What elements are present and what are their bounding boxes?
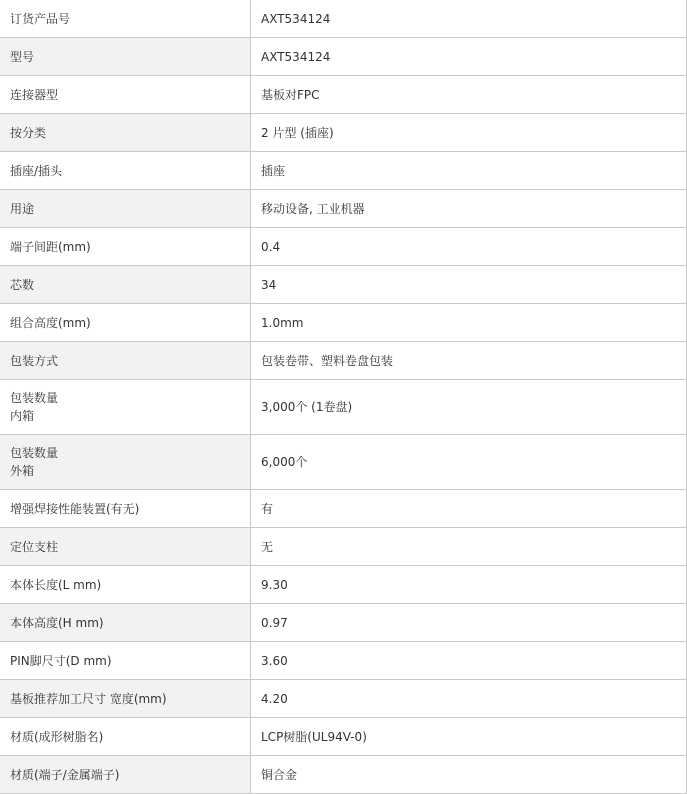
spec-row	[0, 435, 687, 490]
spec-row	[0, 490, 687, 528]
spec-row	[0, 680, 687, 718]
spec-row	[0, 642, 687, 680]
spec-label-cell	[0, 756, 251, 794]
spec-label-cell	[0, 152, 251, 190]
spec-value: 4.20	[251, 680, 687, 718]
spec-value: 34	[251, 266, 687, 304]
spec-row	[0, 266, 687, 304]
spec-value: 0.97	[251, 604, 687, 642]
spec-label-cell	[0, 380, 251, 435]
spec-label: 本体高度(H mm)	[10, 615, 104, 630]
spec-row	[0, 114, 687, 152]
spec-row	[0, 528, 687, 566]
spec-label-cell	[0, 190, 251, 228]
spec-row	[0, 76, 687, 114]
spec-label: 芯数	[10, 277, 35, 292]
spec-value: 包装卷带、塑料卷盘包装	[251, 342, 687, 380]
spec-label: 增强焊接性能装置(有无)	[10, 501, 140, 516]
spec-label-cell	[0, 342, 251, 380]
spec-value: 有	[251, 490, 687, 528]
spec-value: 6,000个	[251, 435, 687, 490]
spec-label-cell	[0, 0, 251, 38]
spec-label: 内箱	[10, 409, 35, 423]
spec-row	[0, 0, 687, 38]
spec-value: 0.4	[251, 228, 687, 266]
spec-label-cell	[0, 228, 251, 266]
spec-label: 型号	[10, 49, 35, 64]
spec-value: AXT534124	[251, 0, 687, 38]
spec-value: 3.60	[251, 642, 687, 680]
spec-label: 连接器型	[10, 87, 59, 102]
spec-label-cell	[0, 680, 251, 718]
spec-row	[0, 380, 687, 435]
spec-label-cell	[0, 266, 251, 304]
spec-value: 3,000个 (1卷盘)	[251, 380, 687, 435]
spec-value: 移动设备, 工业机器	[251, 190, 687, 228]
spec-label: PIN脚尺寸(D mm)	[10, 653, 112, 668]
spec-value: 插座	[251, 152, 687, 190]
spec-label-cell	[0, 435, 251, 490]
spec-value: 铜合金	[251, 756, 687, 794]
spec-row	[0, 756, 687, 794]
spec-label: 包装数量	[10, 391, 59, 405]
spec-label-cell	[0, 490, 251, 528]
spec-label: 外箱	[10, 464, 35, 478]
spec-row	[0, 228, 687, 266]
spec-label: 本体长度(L mm)	[10, 577, 102, 592]
spec-row	[0, 566, 687, 604]
spec-label: 订货产品号	[10, 11, 71, 26]
spec-label-cell	[0, 114, 251, 152]
spec-label: 材质(端子/金属端子)	[10, 767, 120, 782]
spec-value: 1.0mm	[251, 304, 687, 342]
spec-label: 按分类	[10, 125, 47, 140]
spec-label: 组合高度(mm)	[10, 315, 91, 330]
spec-row	[0, 342, 687, 380]
spec-label: 材质(成形树脂名)	[10, 729, 104, 744]
spec-row	[0, 152, 687, 190]
spec-row	[0, 38, 687, 76]
spec-label-cell	[0, 604, 251, 642]
spec-label: 包装方式	[10, 353, 59, 368]
spec-label-cell	[0, 304, 251, 342]
spec-label: 包装数量	[10, 446, 59, 460]
spec-label-cell	[0, 38, 251, 76]
spec-value: LCP树脂(UL94V-0)	[251, 718, 687, 756]
spec-value: 2 片型 (插座)	[251, 114, 687, 152]
spec-row	[0, 304, 687, 342]
spec-row	[0, 604, 687, 642]
spec-label-cell	[0, 76, 251, 114]
spec-row	[0, 190, 687, 228]
spec-label: 端子间距(mm)	[10, 239, 91, 254]
spec-value: 基板对FPC	[251, 76, 687, 114]
spec-label: 插座/插头	[10, 163, 63, 178]
spec-label: 定位支柱	[10, 539, 59, 554]
spec-label-cell	[0, 528, 251, 566]
spec-label-cell	[0, 718, 251, 756]
spec-row	[0, 718, 687, 756]
spec-label: 用途	[10, 201, 35, 216]
spec-value: 无	[251, 528, 687, 566]
spec-value: 9.30	[251, 566, 687, 604]
spec-value: AXT534124	[251, 38, 687, 76]
spec-label-cell	[0, 642, 251, 680]
spec-label-cell	[0, 566, 251, 604]
spec-label: 基板推荐加工尺寸 宽度(mm)	[10, 691, 167, 706]
